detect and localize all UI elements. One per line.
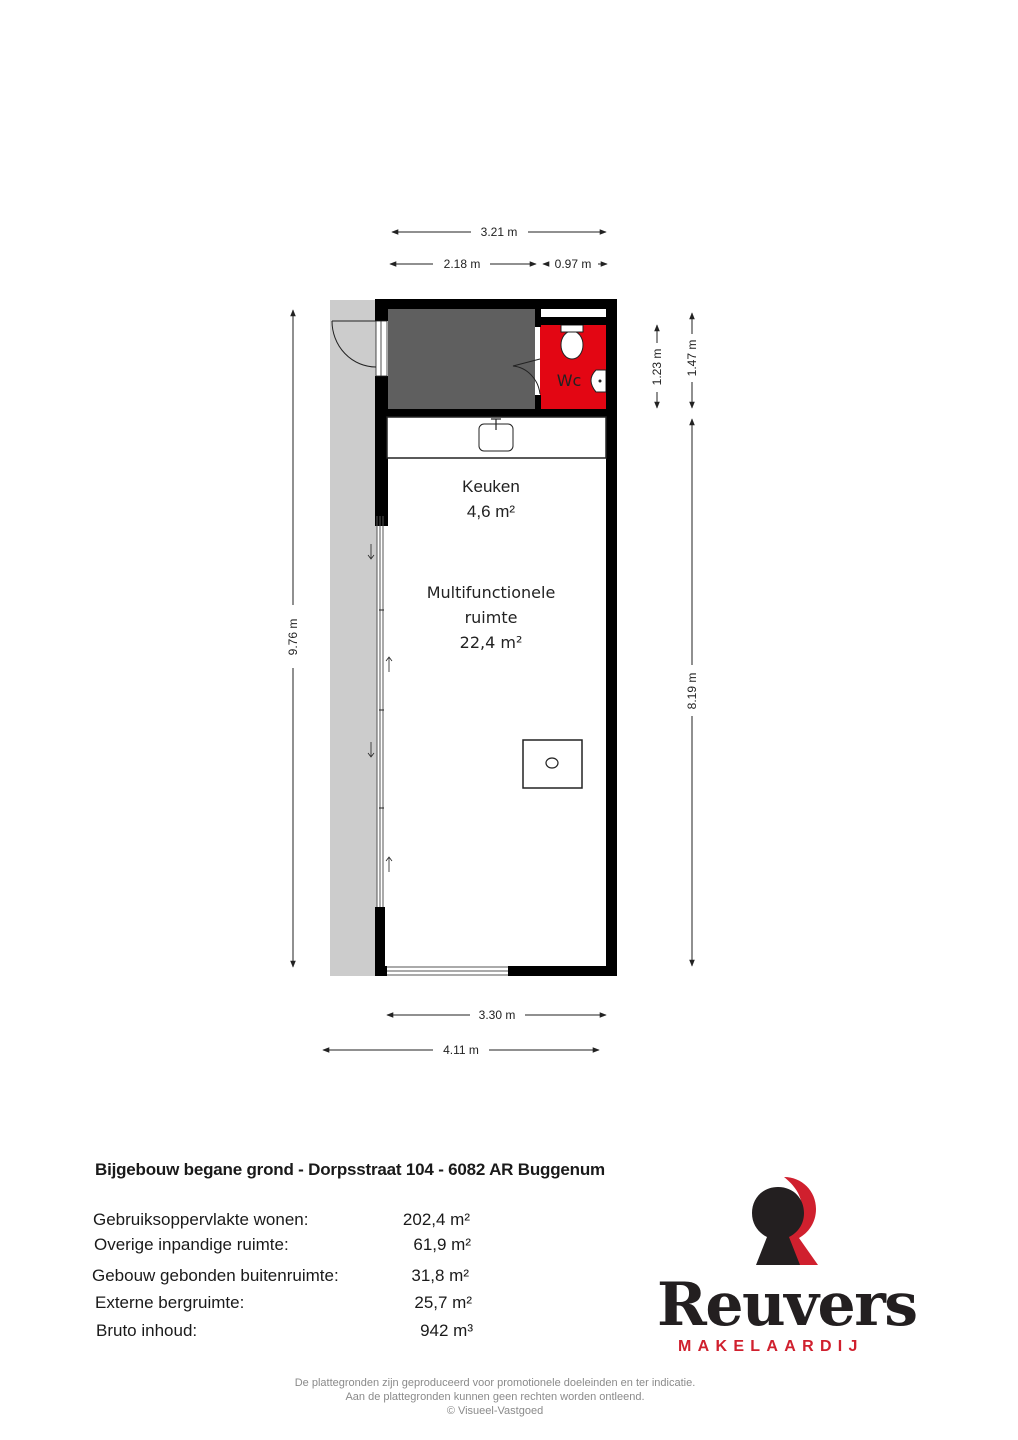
wc-label: Wc bbox=[556, 371, 582, 390]
toilet-icon bbox=[561, 331, 583, 359]
dim-bottom-inner: 3.30 m bbox=[478, 1008, 516, 1022]
dim-right-wc-inner: 1.23 m bbox=[650, 348, 664, 386]
dim-top-left: 2.18 m bbox=[443, 257, 481, 271]
area-row bbox=[93, 1210, 483, 1232]
area-value: 61,9 m² bbox=[413, 1235, 471, 1254]
kitchen-area: 4,6 m² bbox=[466, 502, 516, 521]
area-value: 25,7 m² bbox=[414, 1293, 472, 1312]
dim-bottom-outer: 4.11 m bbox=[443, 1043, 479, 1057]
area-value: 942 m³ bbox=[420, 1321, 473, 1340]
area-row bbox=[96, 1321, 486, 1343]
dim-left-total: 9.76 m bbox=[286, 618, 300, 656]
kitchen-name: Keuken bbox=[462, 477, 520, 496]
dim-top-right: 0.97 m bbox=[554, 257, 592, 271]
disclaimer bbox=[200, 1376, 790, 1418]
wc-sink-drain-icon bbox=[599, 380, 602, 383]
area-row bbox=[95, 1293, 485, 1315]
terrace-area bbox=[330, 300, 377, 976]
multi-room-name-line1: Multifunctionele bbox=[426, 583, 556, 602]
dim-top-total: 3.21 m bbox=[480, 225, 518, 239]
multi-room-area: 22,4 m² bbox=[459, 633, 523, 652]
stove-icon bbox=[523, 740, 582, 788]
toilet-tank-icon bbox=[561, 325, 583, 332]
area-value: 202,4 m² bbox=[402, 1210, 470, 1229]
brand-name: Reuvers bbox=[657, 1270, 917, 1340]
bottom-glass-door bbox=[387, 967, 508, 975]
area-label: Gebouw gebonden buitenruimte: bbox=[92, 1266, 339, 1285]
disclaimer-line: De plattegronden zijn geproduceerd voor promotionele doeleinden en ter indicatie. bbox=[294, 1377, 696, 1389]
area-label: Externe bergruimte: bbox=[95, 1293, 245, 1312]
area-label: Bruto inhoud: bbox=[96, 1321, 198, 1340]
brand-tagline: MAKELAARDIJ bbox=[678, 1338, 864, 1355]
plan-title: Bijgebouw begane grond - Dorpsstraat 104 - 6082 AR Buggenum bbox=[95, 1160, 605, 1179]
dim-right-wc-outer: 1.47 m bbox=[685, 339, 699, 377]
area-value: 31,8 m² bbox=[411, 1266, 469, 1285]
area-label: Gebruiksoppervlakte wonen: bbox=[93, 1210, 309, 1229]
dim-right-main: 8.19 m bbox=[685, 672, 699, 710]
disclaimer-line: Aan de plattegronden kunnen geen rechten worden ontleend. bbox=[345, 1391, 645, 1403]
sliding-glass-wall bbox=[377, 516, 384, 907]
area-label: Overige inpandige ruimte: bbox=[94, 1235, 289, 1254]
area-row bbox=[94, 1235, 484, 1257]
copyright-line: © Visueel-Vastgoed bbox=[446, 1405, 544, 1417]
multi-room-name-line2: ruimte bbox=[464, 608, 518, 627]
area-row bbox=[92, 1266, 482, 1288]
storage-room bbox=[388, 308, 535, 411]
